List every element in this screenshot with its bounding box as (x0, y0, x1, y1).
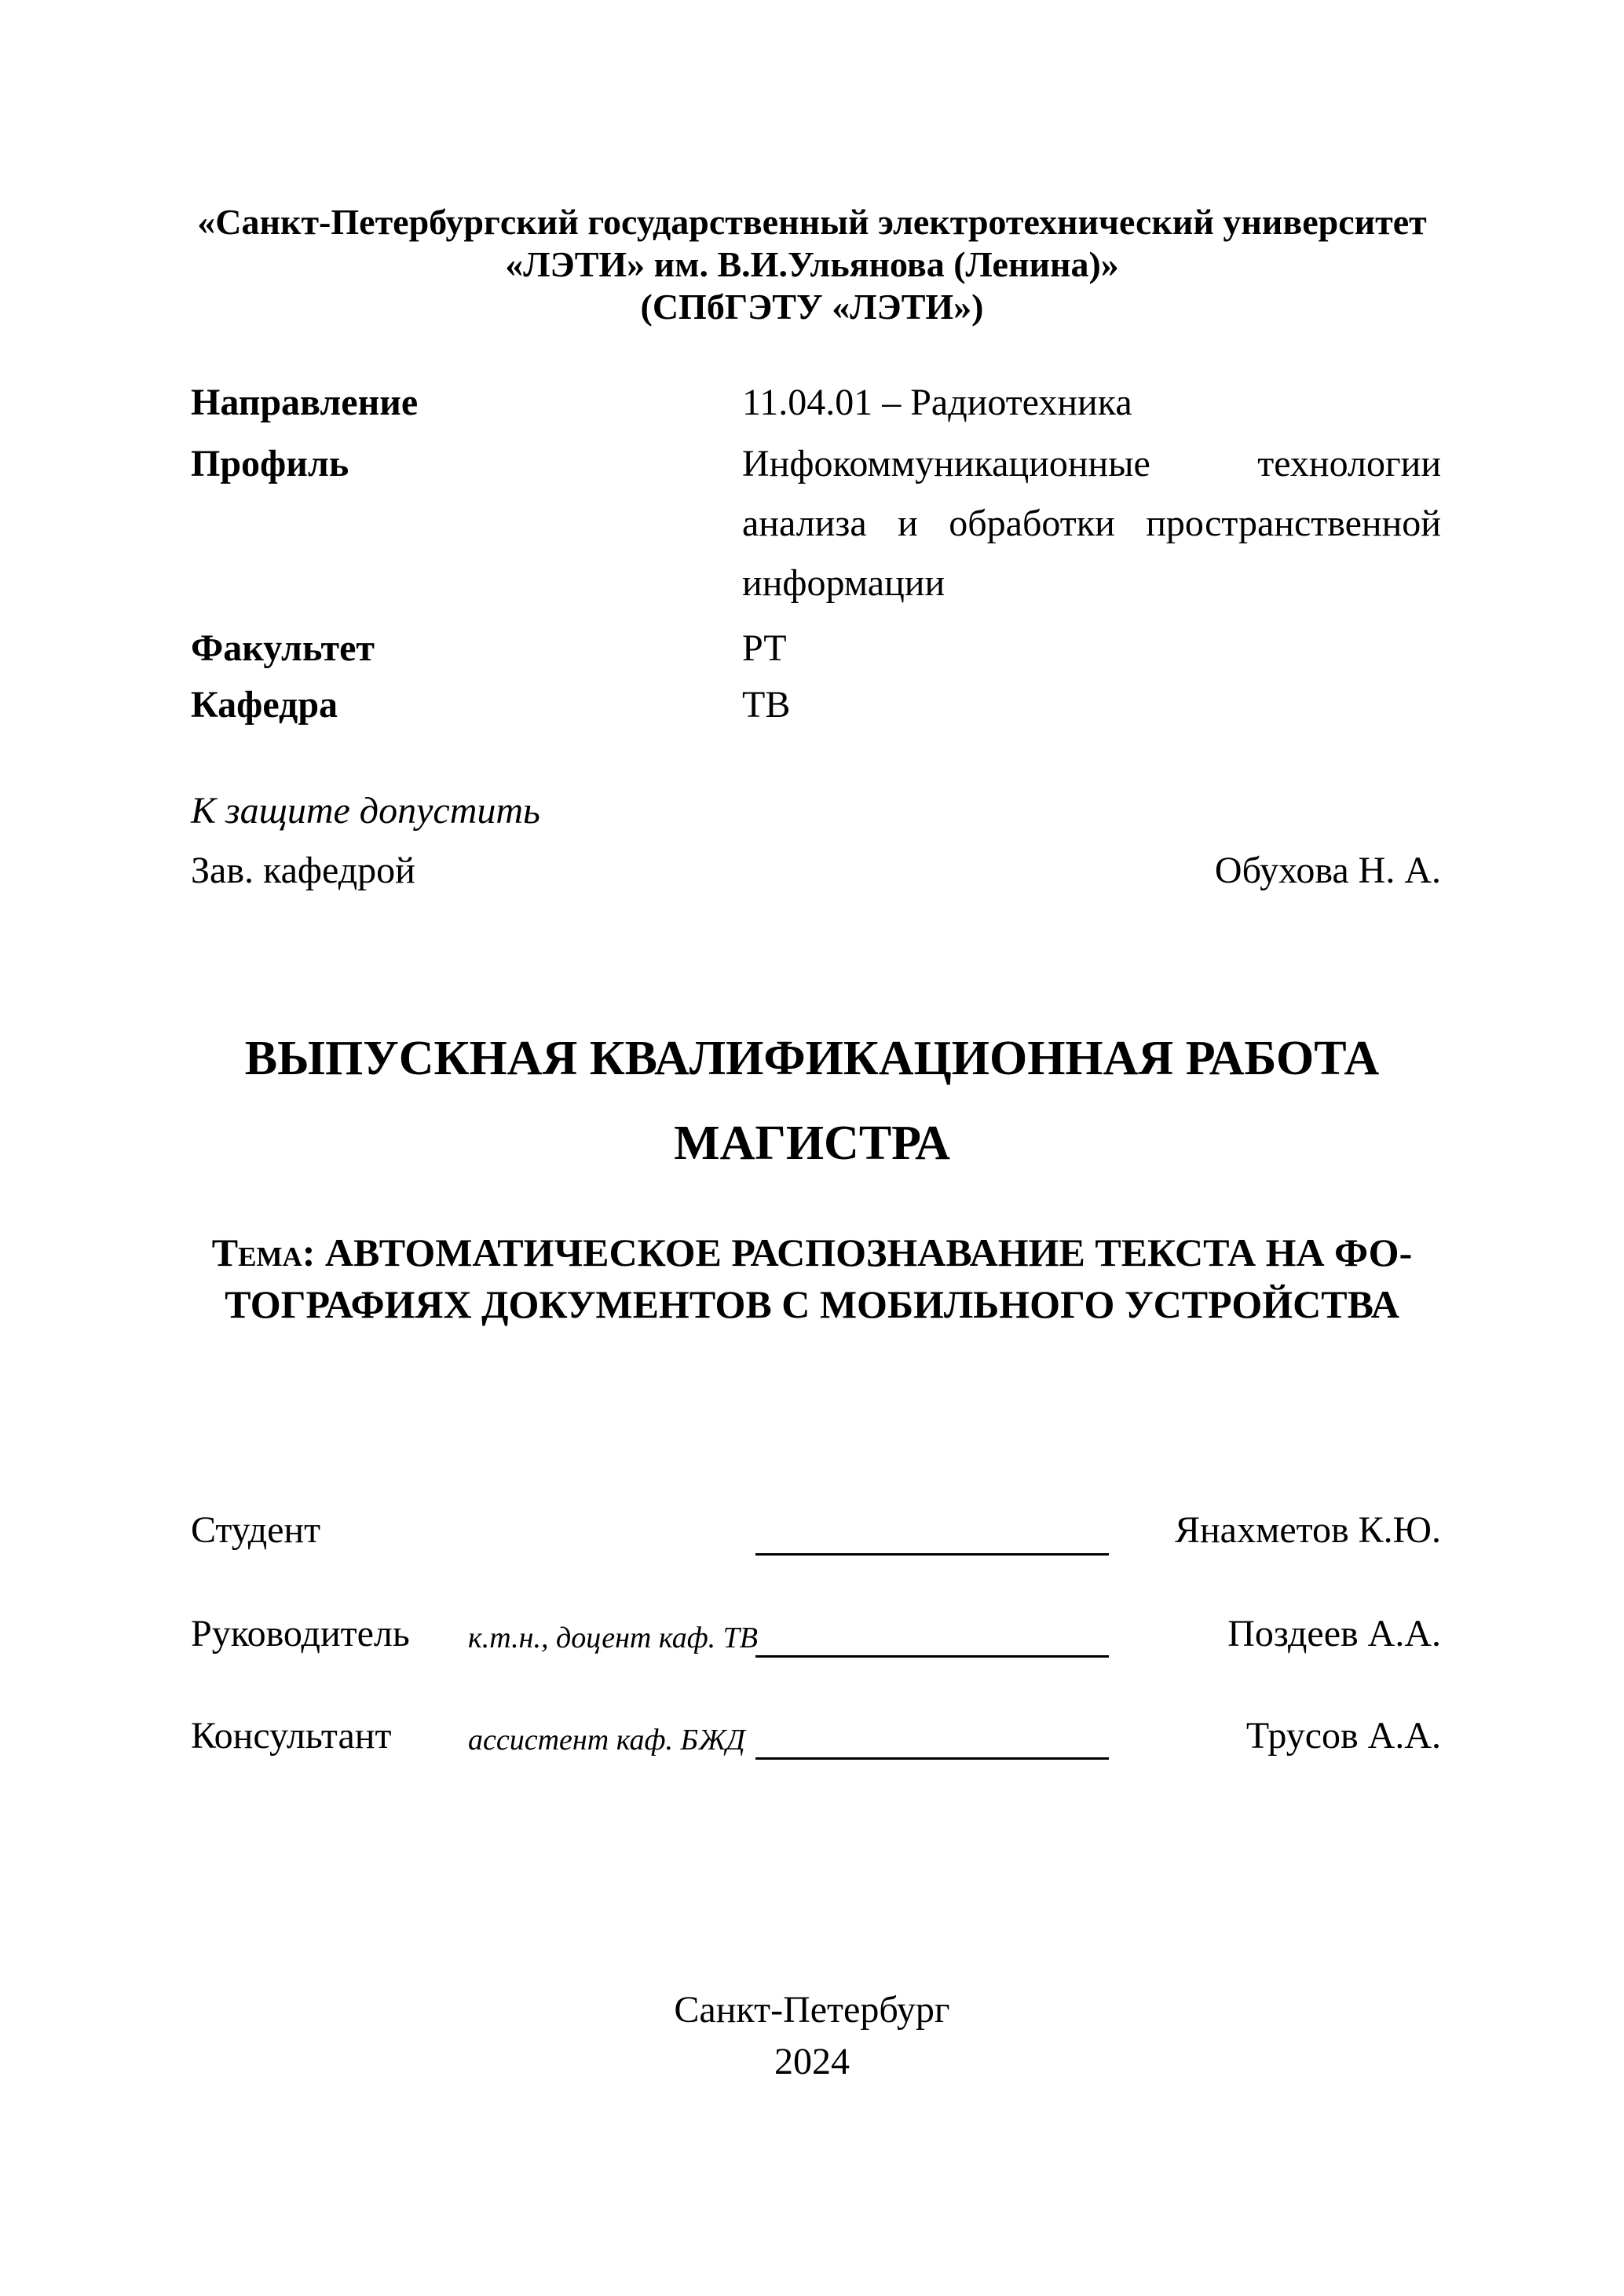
faculty-label: Факультет (191, 627, 375, 669)
direction-label: Направление (191, 382, 419, 423)
department-head-name: Обухова Н. А. (1214, 850, 1441, 891)
department-head-row (191, 847, 1441, 894)
profile-value-line2: анализа и обработки пространственной (742, 503, 1441, 544)
consultant-signature-line (755, 1757, 1109, 1760)
university-header-line1: «Санкт-Петербургский государственный электротехнический университет (197, 202, 1427, 242)
main-title-line1: ВЫПУСКНАЯ КВАЛИФИКАЦИОННАЯ РАБОТА (244, 1032, 1380, 1085)
profile-label: Профиль (191, 443, 349, 484)
direction-value: 11.04.01 – Радиотехника (742, 382, 1132, 423)
university-header-line2: «ЛЭТИ» им. В.И.Ульянова (Ленина)» (505, 244, 1119, 284)
footer-city: Санкт-Петербург (674, 1989, 950, 2031)
admit-to-defense-line: К защите допустить (191, 790, 540, 832)
thesis-theme (188, 1227, 1436, 1330)
department-value: ТВ (742, 684, 791, 726)
consultant-name: Трусов А.А. (1245, 1715, 1441, 1757)
university-header-line3: (СПбГЭТУ «ЛЭТИ») (640, 287, 984, 327)
main-title-line2: МАГИСТРА (674, 1117, 950, 1170)
main-title (188, 1016, 1436, 1186)
faculty-value: РТ (742, 627, 787, 669)
student-signature-line (755, 1553, 1109, 1556)
student-name: Янахметов К.Ю. (1174, 1509, 1441, 1551)
profile-value-line3: информации (742, 562, 946, 604)
consultant-qualifier: ассистент каф. БЖД (468, 1724, 745, 1757)
thesis-theme-line1 (188, 1227, 1436, 1278)
thesis-theme-line1-rest: АВТОМАТИЧЕСКОЕ РАСПОЗНАВАНИЕ ТЕКСТА НА ФО- (315, 1230, 1413, 1274)
thesis-theme-line2: ТОГРАФИЯХ ДОКУМЕНТОВ С МОБИЛЬНОГО УСТРОЙСТВА (225, 1282, 1399, 1326)
profile-value-line1: Инфокоммуникационные технологии (742, 443, 1441, 484)
university-header (188, 201, 1436, 328)
department-label: Кафедра (191, 684, 338, 726)
supervisor-name: Поздеев А.А. (1227, 1613, 1441, 1654)
thesis-theme-prefix: Тема: (211, 1230, 316, 1274)
supervisor-role-label: Руководитель (191, 1613, 410, 1654)
department-head-label: Зав. кафедрой (191, 850, 415, 891)
supervisor-qualifier: к.т.н., доцент каф. ТВ (468, 1621, 759, 1654)
student-role-label: Студент (191, 1509, 321, 1551)
footer-year: 2024 (774, 2041, 850, 2082)
supervisor-signature-line (755, 1655, 1109, 1658)
consultant-role-label: Консультант (191, 1715, 392, 1757)
